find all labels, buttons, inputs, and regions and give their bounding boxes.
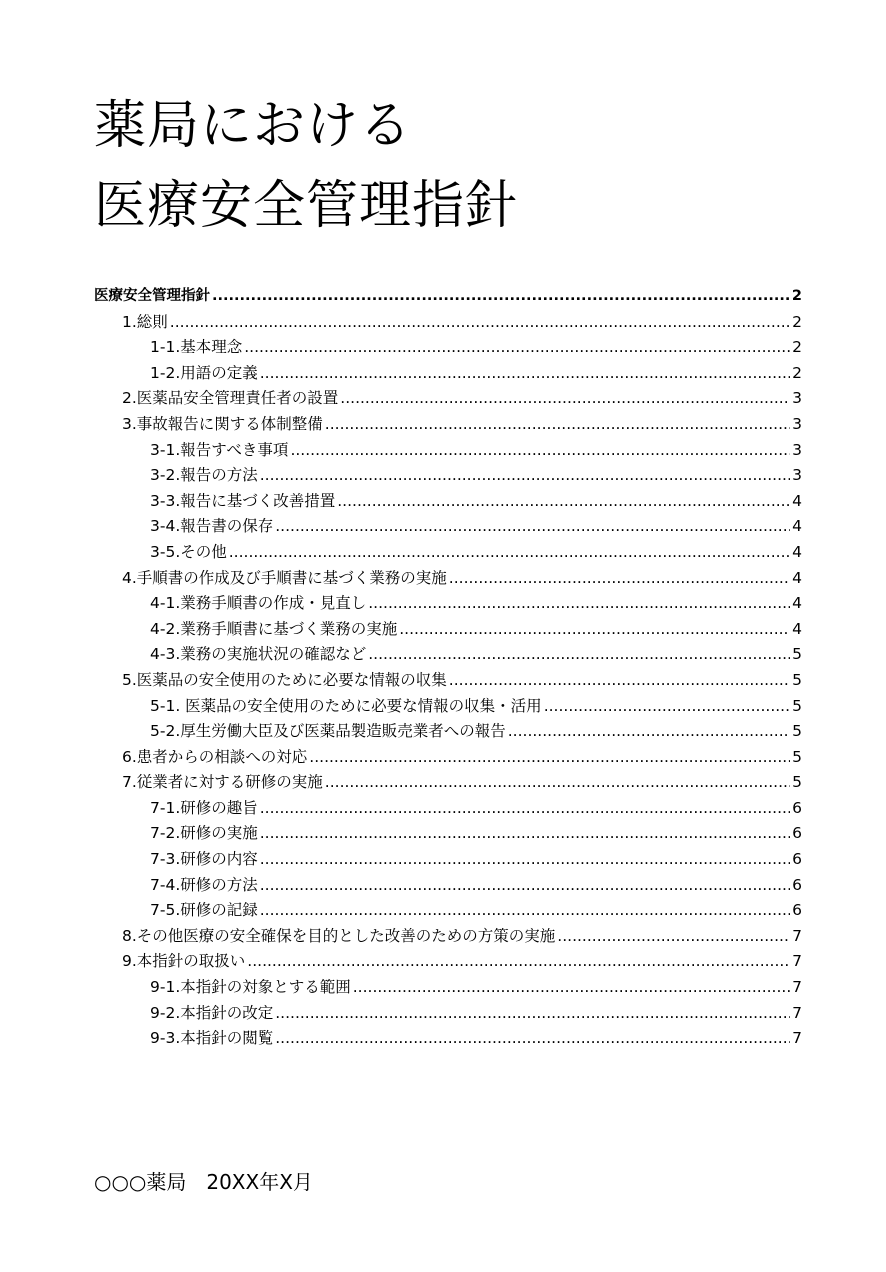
- toc-entry-title: 7.従業者に対する研修の実施: [122, 773, 323, 792]
- toc-entry-title: 7-4.研修の方法: [150, 875, 258, 894]
- toc-entry-title: 7-3.研修の内容: [150, 850, 258, 869]
- toc-entry[interactable]: [94, 617, 802, 643]
- toc-dot-leader: [290, 441, 790, 459]
- toc-entry-title: 9-2.本指針の改定: [150, 1003, 274, 1022]
- toc-dot-leader: [275, 1029, 790, 1047]
- toc-entry-page-number: 5: [792, 722, 802, 741]
- toc-dot-leader: [229, 543, 790, 561]
- table-of-contents: [94, 284, 802, 1052]
- toc-entry-title: 4-1.業務手順書の作成・見直し: [150, 594, 367, 613]
- toc-entry[interactable]: [94, 924, 802, 950]
- toc-dot-leader: [260, 901, 790, 919]
- toc-entry[interactable]: [94, 361, 802, 387]
- toc-dot-leader: [244, 338, 790, 356]
- toc-entry[interactable]: [94, 463, 802, 489]
- toc-entry[interactable]: [94, 745, 802, 771]
- toc-entry-page-number: 5: [792, 696, 802, 715]
- toc-dot-leader: [275, 517, 790, 535]
- toc-dot-leader: [275, 1004, 790, 1022]
- toc-entry-page-number: 7: [792, 1029, 802, 1048]
- toc-entry-page-number: 6: [792, 850, 802, 869]
- toc-entry-title: 7-5.研修の記録: [150, 901, 258, 920]
- toc-entry[interactable]: [94, 540, 802, 566]
- toc-entry[interactable]: [94, 335, 802, 361]
- toc-entry-page-number: 3: [792, 440, 802, 459]
- toc-entry-title: 8.その他医療の安全確保を目的とした改善のための方策の実施: [122, 926, 556, 945]
- toc-entry[interactable]: [94, 412, 802, 438]
- toc-dot-leader: [309, 748, 790, 766]
- toc-entry-page-number: 6: [792, 875, 802, 894]
- toc-entry-title: 1-1.基本理念: [150, 338, 243, 357]
- toc-dot-leader: [340, 389, 790, 407]
- toc-dot-leader: [368, 645, 790, 663]
- toc-entry-page-number: 3: [792, 389, 802, 408]
- toc-entry-title: 4.手順書の作成及び手順書に基づく業務の実施: [122, 568, 447, 587]
- toc-entry-title: 5.医薬品の安全使用のために必要な情報の収集: [122, 670, 447, 689]
- toc-entry-page-number: 4: [792, 594, 802, 613]
- toc-entry-page-number: 3: [792, 414, 802, 433]
- toc-entry-page-number: 3: [792, 466, 802, 485]
- toc-entry[interactable]: [94, 847, 802, 873]
- toc-entry[interactable]: [94, 438, 802, 464]
- toc-entry-title: 3.事故報告に関する体制整備: [122, 414, 323, 433]
- toc-entry-page-number: 2: [792, 312, 802, 331]
- toc-dot-leader: [337, 492, 790, 510]
- toc-dot-leader: [557, 927, 790, 945]
- toc-entry-title: 3-2.報告の方法: [150, 466, 258, 485]
- toc-entry-page-number: 5: [792, 670, 802, 689]
- toc-entry-page-number: 6: [792, 824, 802, 843]
- toc-entry[interactable]: [94, 770, 802, 796]
- toc-entry-page-number: 5: [792, 645, 802, 664]
- toc-entry[interactable]: [94, 310, 802, 336]
- toc-dot-leader: [325, 415, 790, 433]
- toc-entry[interactable]: [94, 591, 802, 617]
- toc-entry[interactable]: [94, 668, 802, 694]
- title-line-1: 薬局における: [94, 96, 413, 156]
- toc-dot-leader: [260, 466, 790, 484]
- toc-entry-page-number: 7: [792, 926, 802, 945]
- toc-entry-page-number: 4: [792, 542, 802, 561]
- toc-dot-leader: [325, 773, 790, 791]
- toc-entry[interactable]: [94, 1026, 802, 1052]
- toc-entry-title: 1.総則: [122, 312, 168, 331]
- toc-entry-page-number: 7: [792, 952, 802, 971]
- toc-dot-leader: [368, 594, 790, 612]
- toc-entry-title: 3-4.報告書の保存: [150, 517, 274, 536]
- toc-dot-leader: [449, 671, 790, 689]
- toc-entry[interactable]: [94, 975, 802, 1001]
- toc-entry[interactable]: [94, 566, 802, 592]
- toc-entry[interactable]: [94, 719, 802, 745]
- toc-entry[interactable]: [94, 949, 802, 975]
- toc-entry-title: 2.医薬品安全管理責任者の設置: [122, 389, 339, 408]
- toc-entry[interactable]: [94, 873, 802, 899]
- toc-entry-page-number: 2: [792, 338, 802, 357]
- toc-entry-title: 7-1.研修の趣旨: [150, 798, 258, 817]
- toc-dot-leader: [353, 978, 790, 996]
- toc-entry-title: 6.患者からの相談への対応: [122, 747, 308, 766]
- toc-dot-leader: [508, 722, 790, 740]
- toc-dot-leader: [247, 952, 790, 970]
- toc-dot-leader: [260, 850, 790, 868]
- toc-entry-page-number: 2: [791, 288, 802, 304]
- toc-entry[interactable]: [94, 796, 802, 822]
- toc-dot-leader: [544, 697, 790, 715]
- toc-entry[interactable]: [94, 386, 802, 412]
- toc-entry-title: 3-5.その他: [150, 542, 227, 561]
- toc-entry[interactable]: [94, 1001, 802, 1027]
- toc-dot-leader: [449, 569, 790, 587]
- toc-dot-leader: [399, 620, 790, 638]
- toc-entry-title: 9-3.本指針の閲覧: [150, 1029, 274, 1048]
- toc-dot-leader: [260, 364, 790, 382]
- toc-entry-title: 3-1.報告すべき事項: [150, 440, 289, 459]
- toc-entry-title: 1-2.用語の定義: [150, 363, 258, 382]
- toc-dot-leader: [260, 824, 790, 842]
- toc-entry-title: 5-2.厚生労働大臣及び医薬品製造販売業者への報告: [150, 722, 506, 741]
- toc-entry-page-number: 5: [792, 773, 802, 792]
- toc-entry-title: 4-2.業務手順書に基づく業務の実施: [150, 619, 398, 638]
- toc-entry-page-number: 5: [792, 747, 802, 766]
- toc-dot-leader: [212, 288, 790, 304]
- toc-entry-title: 医療安全管理指針: [94, 288, 210, 304]
- toc-dot-leader: [170, 313, 790, 331]
- toc-entry[interactable]: [94, 694, 802, 720]
- toc-entry-title: 4-3.業務の実施状況の確認など: [150, 645, 367, 664]
- toc-entry-page-number: 4: [792, 619, 802, 638]
- toc-entry-title: 9.本指針の取扱い: [122, 952, 246, 971]
- toc-entry[interactable]: [94, 821, 802, 847]
- toc-entry[interactable]: [94, 489, 802, 515]
- footer-pharmacy-date: ○○○薬局 20XX年X月: [94, 1170, 313, 1194]
- document-title: [94, 86, 518, 246]
- toc-entry-page-number: 6: [792, 798, 802, 817]
- toc-entry[interactable]: [94, 898, 802, 924]
- toc-entry-page-number: 4: [792, 491, 802, 510]
- toc-entry[interactable]: [94, 514, 802, 540]
- toc-entry-title: 7-2.研修の実施: [150, 824, 258, 843]
- toc-entry[interactable]: [94, 284, 802, 310]
- toc-entry-page-number: 7: [792, 978, 802, 997]
- toc-entry-title: 5-1. 医薬品の安全使用のために必要な情報の収集・活用: [150, 696, 542, 715]
- toc-dot-leader: [260, 799, 790, 817]
- title-line-2: 医療安全管理指針: [94, 176, 519, 236]
- toc-entry-page-number: 7: [792, 1003, 802, 1022]
- toc-entry-title: 9-1.本指針の対象とする範囲: [150, 978, 351, 997]
- toc-entry-page-number: 4: [792, 517, 802, 536]
- toc-entry-page-number: 2: [792, 363, 802, 382]
- toc-entry-page-number: 4: [792, 568, 802, 587]
- toc-entry-page-number: 6: [792, 901, 802, 920]
- toc-entry[interactable]: [94, 642, 802, 668]
- toc-entry-title: 3-3.報告に基づく改善措置: [150, 491, 336, 510]
- toc-dot-leader: [260, 876, 790, 894]
